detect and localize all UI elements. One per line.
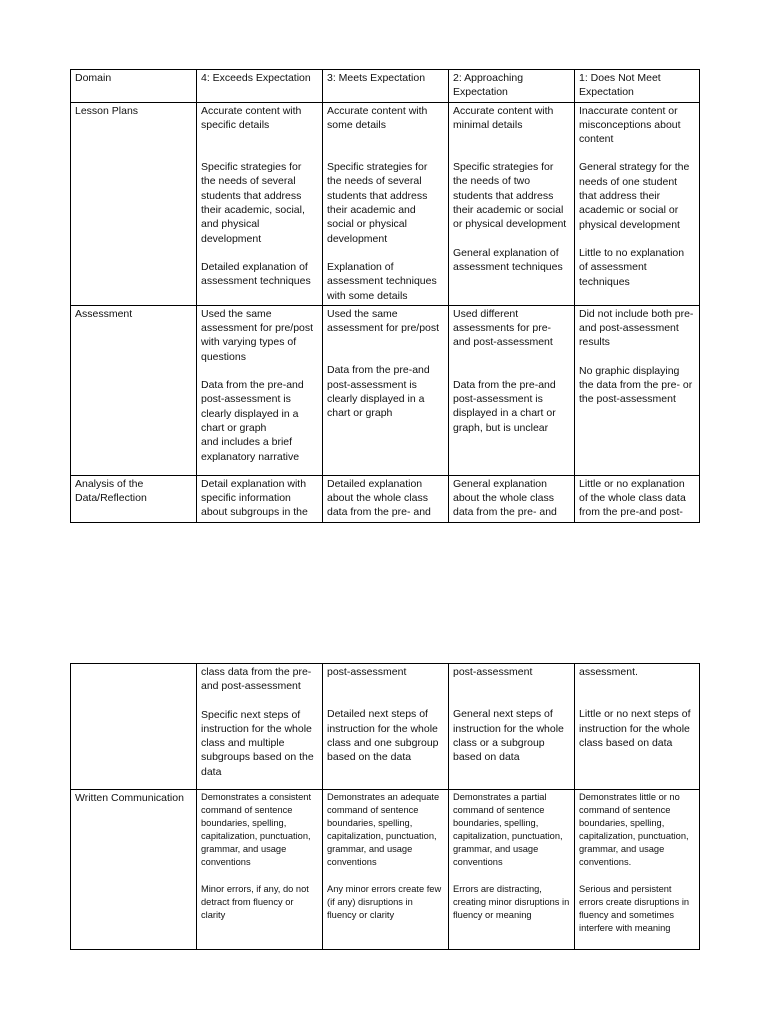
cell-text: Demonstrates a consistent command of sentence boundaries, spelling, capitalization, punctuation, grammar, and usage conventions [201,792,312,867]
cell-text: Minor errors, if any, do not detract from fluency or clarity [201,884,309,920]
analysis-level-4: Detail explanation with specific information about subgroups in the [197,475,323,522]
cell-text: Did not include both pre- and post-assessment results [579,307,694,349]
cell-text: Any minor errors create few (if any) disruptions in fluency or clarity [327,884,442,920]
cell-text: Demonstrates a partial command of sentence boundaries, spelling, capitalization, punctuation, grammar, and usage conventions [453,792,563,867]
cell-text: Little or no next steps of instruction for the whole class based on data [579,708,691,749]
cell-text: Data from the pre-and post-assessment is displayed in a chart or graph, but is unclear [453,378,556,434]
cell-text: Accurate content with minimal details [453,104,554,131]
rubric-table-page1 [70,69,700,523]
header-level-3: 3: Meets Expectation [323,70,449,103]
cell-text: Demonstrates little or no command of sentence boundaries, spelling, capitalization, punctuation, grammar, and usage conventions. [579,792,689,867]
analysis-cont-level-4 [197,664,323,790]
analysis-level-2: General explanation about the whole class data from the pre- and [449,475,575,522]
domain-lesson-plans: Lesson Plans [71,102,197,305]
rubric-table-page2 [70,663,700,950]
assessment-level-1 [575,305,700,475]
cell-text: General explanation of assessment techniques [453,246,563,273]
lesson-plans-level-3 [323,102,449,305]
cell-text: Demonstrates an adequate command of sentence boundaries, spelling, capitalization, punctuation, grammar, and usage conventions [327,792,440,867]
cell-text: Used the same assessment for pre/post with varying types of questions [201,307,314,363]
cell-text: Little to no explanation of assessment techniques [579,246,685,288]
cell-text: Specific next steps of instruction for the whole class and multiple subgroups based on the data [201,708,314,778]
cell-text: General strategy for the needs of one student that address their academic or social or physical development [579,161,690,231]
row-written-communication [71,790,700,950]
cell-text: Used the same assessment for pre/post [327,307,440,335]
cell-text: Used different assessments for pre- and post-assessment [453,307,553,349]
cell-text: Inaccurate content or misconceptions about content [579,104,681,146]
lesson-plans-level-4 [197,102,323,305]
cell-text: Accurate content with specific details [201,104,302,131]
header-level-4: 4: Exceeds Expectation [197,70,323,103]
cell-text: Specific strategies for the needs of two students that address their academic or social or physical development [453,161,567,231]
cell-text: Specific strategies for the needs of several students that address their academic and social or physical development [327,161,428,245]
row-analysis [71,475,700,522]
row-analysis-continued [71,664,700,790]
assessment-level-2 [449,305,575,475]
written-level-3 [323,790,449,950]
assessment-level-3 [323,305,449,475]
cell-text: class data from the pre- and post-assessment [201,666,312,693]
cell-text: Accurate content with some details [327,104,428,131]
row-assessment [71,305,700,475]
cell-text: No graphic displaying the data from the pre- or the post-assessment [579,364,693,406]
cell-text: and includes a brief explanatory narrative [201,436,300,463]
analysis-cont-level-2 [449,664,575,790]
cell-text: Detailed next steps of instruction for the whole class and one subgroup based on the data [327,708,439,764]
analysis-level-3: Detailed explanation about the whole class data from the pre- and [323,475,449,522]
cell-text: General next steps of instruction for the whole class or a subgroup based on data [453,708,564,764]
cell-text: Errors are distracting, creating minor disruptions in fluency or meaning [453,884,570,920]
domain-assessment: Assessment [71,305,197,475]
row-lesson-plans [71,102,700,305]
header-level-2: 2: Approaching Expectation [449,70,575,103]
cell-text: Serious and persistent errors create disruptions in fluency and sometimes interfere with meaning [579,884,690,933]
cell-text: Data from the pre-and post-assessment is clearly displayed in a chart or graph [327,364,430,420]
cell-text: Explanation of assessment techniques with some details [327,260,437,302]
lesson-plans-level-1 [575,102,700,305]
cell-text: Data from the pre-and post-assessment is clearly displayed in a chart or graph [201,379,304,434]
header-row [71,70,700,103]
domain-written-communication: Written Communication [71,790,197,950]
written-level-4 [197,790,323,950]
written-level-1 [575,790,700,950]
domain-analysis-continued [71,664,197,790]
header-level-1: 1: Does Not Meet Expectation [575,70,700,103]
domain-analysis: Analysis of the Data/Reflection [71,475,197,522]
analysis-cont-level-1 [575,664,700,790]
analysis-cont-level-3 [323,664,449,790]
analysis-level-1: Little or no explanation of the whole class data from the pre-and post- [575,475,700,522]
assessment-level-4 [197,305,323,475]
cell-text: Specific strategies for the needs of several students that address their academic, social, and physical development [201,161,305,245]
cell-text: Detailed explanation of assessment techniques [201,260,311,288]
header-domain: Domain [71,70,197,103]
lesson-plans-level-2 [449,102,575,305]
written-level-2 [449,790,575,950]
cell-text: post-assessment [327,666,407,678]
cell-text: assessment. [579,666,638,678]
cell-text: post-assessment [453,666,533,678]
